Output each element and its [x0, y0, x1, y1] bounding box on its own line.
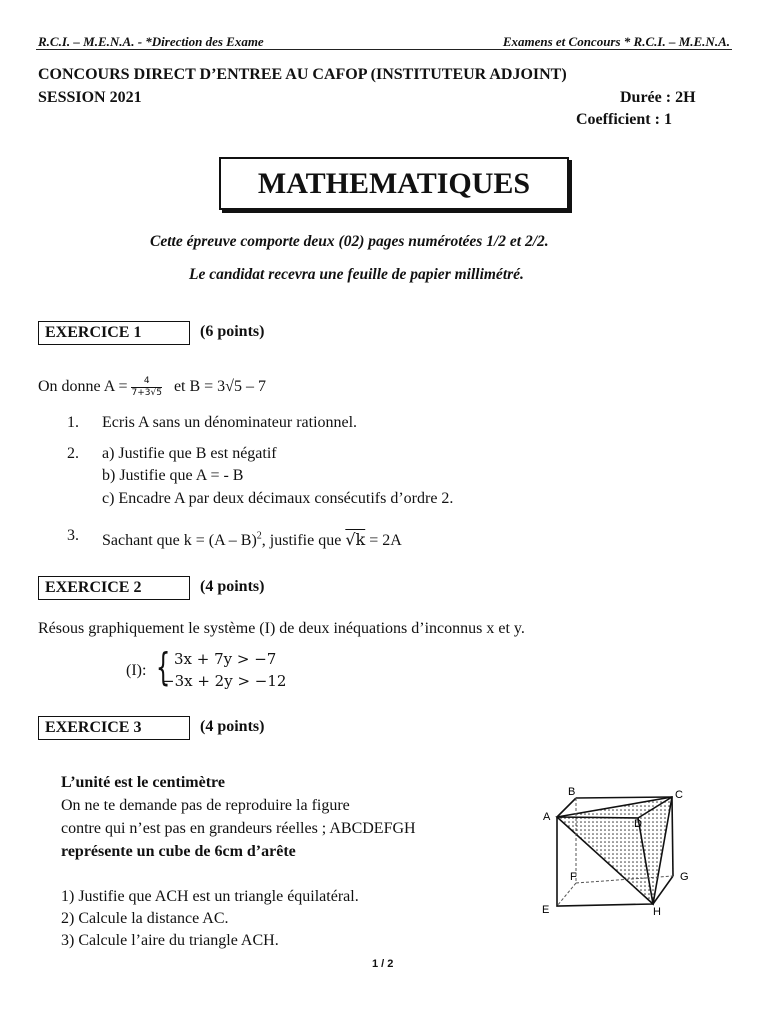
- edge-bc: [576, 797, 672, 798]
- subject-title-box: [219, 157, 569, 210]
- ex1-q2c: c) Encadre A par deux décimaux consécutifs d’ordre 2.: [102, 490, 454, 507]
- ex1-given-prefix: On donne A =: [38, 378, 128, 396]
- exam-title-line: CONCOURS DIRECT D’ENTREE AU CAFOP (INSTITUTEUR ADJOINT): [38, 66, 567, 83]
- ex2-ineq1: 3x + 7y > −7: [174, 650, 277, 668]
- vertex-label: E: [542, 904, 550, 916]
- ex2-points: (4 points): [200, 578, 265, 595]
- ex1-frac-den: 7+3√5: [131, 388, 162, 398]
- ex1-q3-pre: Sachant que k = (A – B): [102, 532, 257, 549]
- vertex-label: F: [570, 871, 577, 883]
- exam-duration: Durée : 2H: [620, 89, 696, 106]
- header-left: R.C.I. – M.E.N.A. - *Direction des Exame: [38, 34, 264, 49]
- ex1-q3-mid: , justifie que: [261, 532, 346, 549]
- subject-title: MATHEMATIQUES: [257, 167, 531, 200]
- ex2-ineq2: −3x + 2y > −12: [162, 672, 287, 690]
- ex2-label: EXERCICE 2: [45, 579, 142, 596]
- ex3-label: EXERCICE 3: [45, 719, 142, 736]
- ex1-given-b: et B = 3√5 – 7: [173, 378, 266, 396]
- ex3-points: (4 points): [200, 718, 265, 735]
- ex1-q3-root: √k: [345, 530, 366, 549]
- ex1-q2b: b) Justifie que A = - B: [102, 467, 244, 484]
- ex3-label-box: [38, 716, 190, 740]
- vertex-label: A: [543, 811, 551, 823]
- exam-coefficient: Coefficient : 1: [576, 111, 672, 128]
- ex2-statement: Résous graphiquement le système (I) de deux inéquations d’inconnus x et y.: [38, 620, 525, 637]
- ex1-q1-num: 1.: [67, 414, 79, 431]
- ex1-label-box: [38, 321, 190, 345]
- ex1-fraction: [131, 376, 161, 399]
- exam-session: SESSION 2021: [38, 89, 142, 106]
- ex1-points: (6 points): [200, 323, 265, 340]
- vertex-label: B: [568, 786, 576, 798]
- vertex-label: H: [653, 906, 661, 918]
- vertex-label: C: [675, 789, 683, 801]
- header-rule: [36, 49, 732, 50]
- ex3-line4: représente un cube de 6cm d’arête: [61, 843, 296, 860]
- ex1-frac-num: 4: [131, 376, 161, 388]
- vertex-label: G: [680, 871, 689, 883]
- ex3-q2: 2) Calcule la distance AC.: [61, 910, 229, 927]
- ex1-q2a: a) Justifie que B est négatif: [102, 445, 277, 462]
- ex1-q3: [102, 530, 402, 550]
- ex1-q1: Ecris A sans un dénominateur rationnel.: [102, 414, 358, 431]
- page-number: 1 / 2: [372, 958, 394, 970]
- ex1-q3-sup: 2: [256, 530, 262, 542]
- ex3-q3: 3) Calcule l’aire du triangle ACH.: [61, 932, 279, 949]
- ex1-q3-end: = 2A: [365, 532, 402, 549]
- ex2-label-box: [38, 576, 190, 600]
- edge-fe-hidden: [557, 883, 576, 906]
- system-brace: {: [155, 645, 171, 689]
- ex1-q2-num: 2.: [67, 445, 79, 462]
- ex3-line3: contre qui n’est pas en grandeurs réelles ; ABCDEFGH: [61, 820, 416, 837]
- intro-paper: Le candidat recevra une feuille de papier millimétré.: [189, 266, 524, 283]
- ex1-given: [38, 376, 266, 399]
- ex2-system-label: (I):: [126, 662, 147, 679]
- edge-cg: [672, 797, 673, 876]
- header-right: Examens et Concours * R.C.I. – M.E.N.A.: [502, 34, 730, 49]
- intro-pages: Cette épreuve comporte deux (02) pages numérotées 1/2 et 2/2.: [150, 233, 549, 250]
- cube-figure: [535, 780, 705, 920]
- ex3-q1: 1) Justifie que ACH est un triangle équilatéral.: [61, 888, 359, 905]
- ex1-label: EXERCICE 1: [45, 324, 142, 341]
- triangle-ach: [557, 797, 672, 904]
- vertex-label: D: [634, 818, 642, 830]
- ex3-line2: On ne te demande pas de reproduire la figure: [61, 797, 350, 814]
- ex1-q3-num: 3.: [67, 527, 79, 544]
- ex3-line1: L’unité est le centimètre: [61, 774, 225, 791]
